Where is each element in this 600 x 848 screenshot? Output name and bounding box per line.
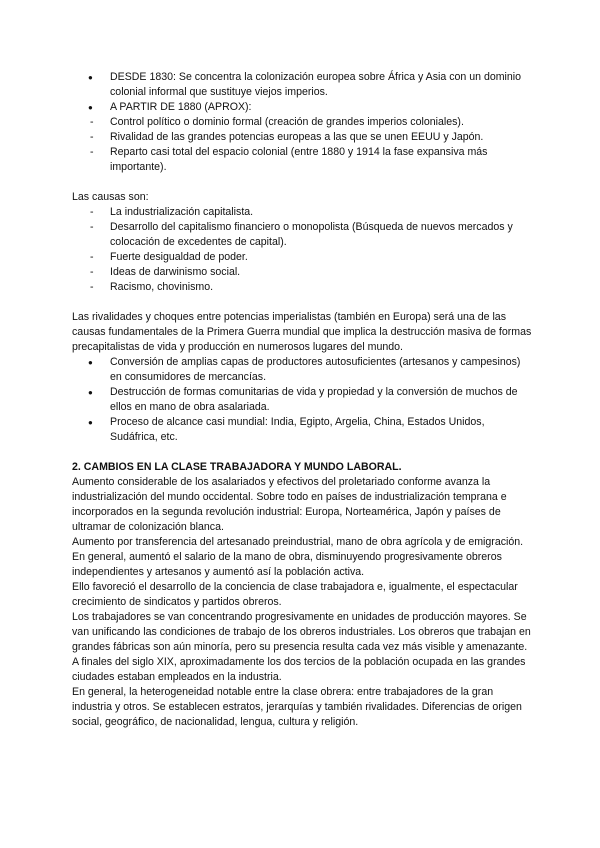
rivalries-paragraph: Las rivalidades y choques entre potencias imperialistas (también en Europa) será una de las causas fundamentales de la Primera Guerra mundial que implica la destrucción masiva de formas precapitalistas de vida y producción en numerosos lugares del mundo. — [72, 311, 532, 353]
list-item: ● Conversión de amplias capas de productores autosuficientes (artesanos y campesinos) en consumidores de mercancías. — [72, 355, 532, 385]
paragraph: En general, aumentó el salario de la mano de obra, disminuyendo progresivamente obreros independientes y artesanos y aumentó así la población activa. — [72, 551, 502, 578]
list-item: - Reparto casi total del espacio colonial (entre 1880 y 1914 la fase expansiva más importante). — [72, 145, 532, 175]
paragraph: A finales del siglo XIX, aproximadamente los dos tercios de la población ocupada en las grandes ciudades estaban empleados en la industria. — [72, 656, 526, 683]
paragraph: Aumento considerable de los asalariados y efectivos del proletariado conforme avanza la industrialización del mundo occidental. Sobre todo en países de industrialización temprana e incorporados en la segunda revolución industrial: Europa, Norteamérica, Japón y países de ultramar de colonización blanca. — [72, 476, 507, 533]
list-item: - Control político o dominio formal (creación de grandes imperios coloniales). — [72, 115, 532, 130]
document-page — [72, 70, 532, 730]
list-item: ● Destrucción de formas comunitarias de vida y propiedad y la conversión de muchos de ellos en mano de obra asalariada. — [72, 385, 532, 415]
causes-list — [72, 205, 532, 295]
causes-intro: Las causas son: — [72, 191, 149, 203]
list-item: - Rivalidad de las grandes potencias europeas a las que se unen EEUU y Japón. — [72, 130, 532, 145]
list-item: ● Proceso de alcance casi mundial: India, Egipto, Argelia, China, Estados Unidos, Sudáfrica, etc. — [72, 415, 532, 445]
paragraph: Los trabajadores se van concentrando progresivamente en unidades de producción mayores. Se van unificando las condiciones de trabajo de los obreros industriales. Los obreros que trabajan en grandes fábricas son aún minoría, pero su presencia resulta cada vez más visible y amenazante. — [72, 611, 531, 653]
paragraph: Aumento por transferencia del artesanado preindustrial, mano de obra agrícola y de emigración. — [72, 536, 524, 548]
list-item: ● DESDE 1830: Se concentra la colonización europea sobre África y Asia con un dominio colonial informal que sustituye viejos imperios. — [72, 70, 532, 100]
list-item: - Fuerte desigualdad de poder. — [72, 250, 532, 265]
section-heading: 2. CAMBIOS EN LA CLASE TRABAJADORA Y MUNDO LABORAL. — [72, 461, 402, 473]
list-item: - La industrialización capitalista. — [72, 205, 532, 220]
list-item: - Desarrollo del capitalismo financiero o monopolista (Búsqueda de nuevos mercados y colocación de excedentes de capital). — [72, 220, 532, 250]
consequences-list — [72, 355, 532, 445]
paragraph: En general, la heterogeneidad notable entre la clase obrera: entre trabajadores de la gran industria y otros. Se establecen estratos, jerarquías y también rivalidades. Diferencias de origen social, geográfico, de nacionalidad, lengua, cultura y religión. — [72, 686, 522, 728]
colonization-list — [72, 70, 532, 175]
list-item: ● A PARTIR DE 1880 (APROX): — [72, 100, 532, 115]
list-item: - Racismo, chovinismo. — [72, 280, 532, 295]
paragraph: Ello favoreció el desarrollo de la conciencia de clase trabajadora e, igualmente, el espectacular crecimiento de sindicatos y partidos obreros. — [72, 581, 518, 608]
list-item: - Ideas de darwinismo social. — [72, 265, 532, 280]
